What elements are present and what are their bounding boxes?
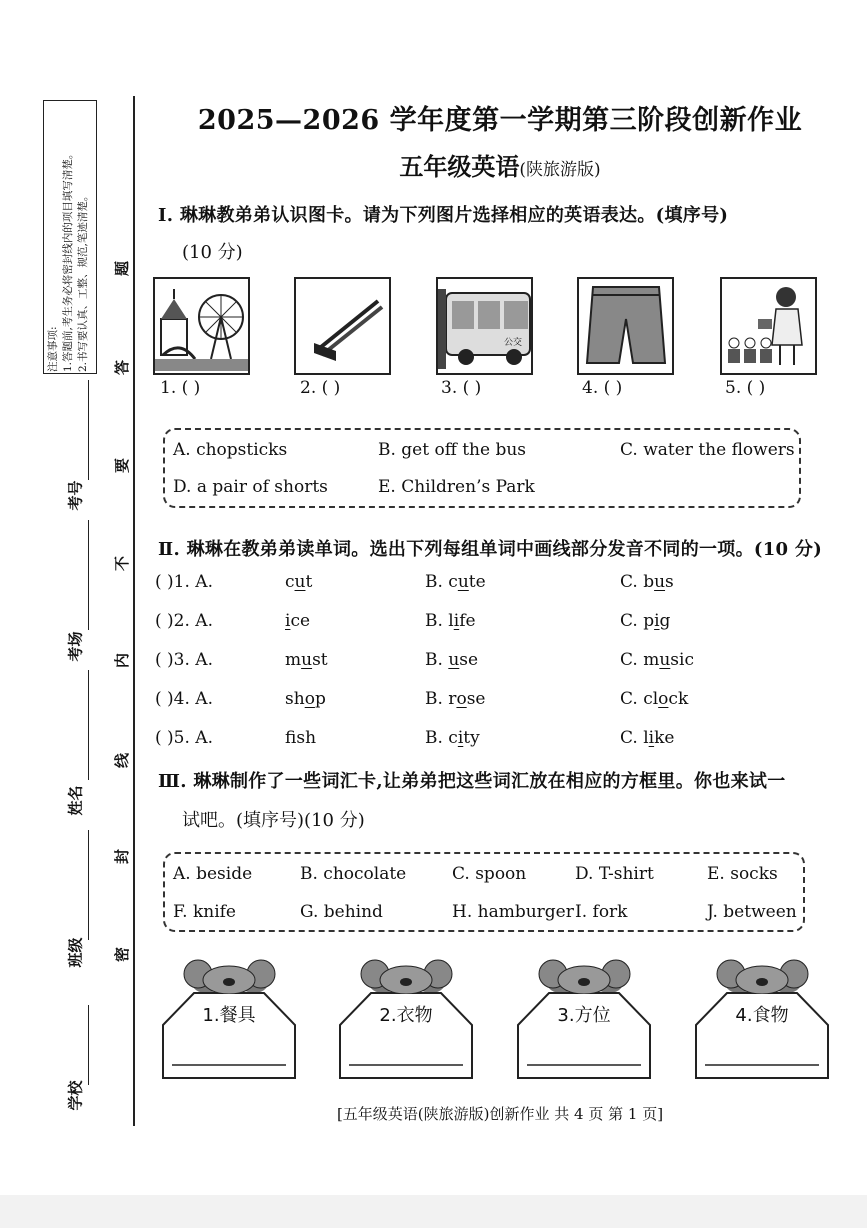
option: I. fork — [575, 902, 628, 922]
bus-picture — [436, 277, 533, 375]
word-a: ice — [285, 611, 311, 631]
field-class-label: 班级 — [66, 937, 85, 968]
option: C. water the flowers — [620, 440, 795, 460]
option: D. T-shirt — [575, 864, 654, 884]
section1-score: (10 分) — [182, 242, 243, 263]
answer-blank[interactable]: ( )3. A. — [155, 650, 213, 670]
section3-options-box — [163, 852, 805, 932]
seal-char: 不 — [113, 555, 132, 572]
answer-blank[interactable]: ( )4. A. — [155, 689, 213, 709]
word-a: must — [285, 650, 328, 670]
field-room — [60, 631, 100, 666]
category-card-position — [517, 985, 651, 1079]
word-c: C. bus — [620, 572, 674, 592]
option: A. beside — [173, 864, 253, 884]
koala-icon — [537, 958, 632, 994]
chopsticks-picture — [294, 277, 391, 375]
field-room-label: 考场 — [66, 631, 85, 662]
option: G. behind — [300, 902, 383, 922]
category-label: 2.衣物 — [379, 1005, 433, 1026]
koala-icon — [359, 958, 454, 994]
category-card-food — [695, 985, 829, 1079]
option: C. spoon — [452, 864, 527, 884]
word-c: C. clock — [620, 689, 689, 709]
option: H. hamburger — [452, 902, 574, 922]
word-b: B. life — [425, 611, 476, 631]
category-label: 4.食物 — [735, 1005, 789, 1026]
seal-char: 题 — [113, 260, 132, 277]
option: B. chocolate — [300, 864, 407, 884]
option: J. between — [707, 902, 797, 922]
seal-char: 内 — [113, 652, 132, 669]
playground-picture — [153, 277, 250, 375]
category-label: 3.方位 — [557, 1005, 611, 1026]
category-card-clothes — [339, 985, 473, 1079]
option: B. get off the bus — [378, 440, 526, 460]
answer-blank[interactable]: 1. ( ) — [160, 378, 201, 398]
section1-options-box — [163, 428, 801, 508]
word-a: cut — [285, 572, 313, 592]
field-name — [60, 785, 100, 820]
shorts-picture — [577, 277, 674, 375]
answer-blank[interactable]: ( )5. A. — [155, 728, 213, 748]
answer-blank[interactable]: 4. ( ) — [582, 378, 623, 398]
category-label: 1.餐具 — [202, 1005, 256, 1026]
koala-icon — [182, 958, 277, 994]
answer-blank[interactable]: ( )1. A. — [155, 572, 213, 592]
seal-line — [133, 96, 135, 1126]
notice-text — [46, 104, 92, 372]
option: E. socks — [707, 864, 778, 884]
notice-title: 注意事项: — [47, 326, 59, 372]
word-a: fsh — [285, 728, 317, 748]
answer-blank[interactable]: 5. ( ) — [725, 378, 766, 398]
word-b: B. rose — [425, 689, 486, 709]
field-school — [60, 1080, 100, 1115]
word-c: C. music — [620, 650, 694, 670]
notice-line-1: 1.答题前,考生务必将密封线内的项目填写清楚。 — [62, 148, 74, 372]
seal-char: 封 — [113, 848, 132, 865]
word-c: C. pig — [620, 611, 671, 631]
answer-blank[interactable]: ( )2. A. — [155, 611, 213, 631]
option: E. Children’s Park — [378, 477, 535, 497]
field-exam-number — [60, 480, 100, 515]
word-b: B. use — [425, 650, 479, 670]
section3-heading-cont: 试吧。(填序号)(10 分) — [182, 810, 365, 831]
page-subtitle: 五年级英语(陕旅游版) — [399, 152, 601, 181]
word-a: shop — [285, 689, 326, 709]
page-footer: [五年级英语(陕旅游版)创新作业 共 4 页 第 1 页] — [336, 1105, 664, 1123]
category-card-tableware — [162, 985, 296, 1079]
section2-heading: Ⅱ. 琳琳在教弟弟读单词。选出下列每组单词中画线部分发音不同的一项。(10 分) — [158, 539, 823, 560]
option: A. chopsticks — [173, 440, 288, 460]
seal-char: 答 — [113, 359, 132, 376]
field-name-label: 姓名 — [66, 785, 85, 816]
answer-blank[interactable]: 3. ( ) — [441, 378, 482, 398]
word-c: C. like — [620, 728, 675, 748]
option: F. knife — [173, 902, 236, 922]
section3-heading: Ⅲ. 琳琳制作了一些词汇卡,让弟弟把这些词汇放在相应的方框里。你也来试一 — [158, 771, 786, 792]
koala-icon — [715, 958, 810, 994]
word-b: B. city — [425, 728, 480, 748]
seal-char: 线 — [113, 752, 132, 769]
field-school-label: 学校 — [66, 1080, 85, 1111]
watering-picture — [720, 277, 817, 375]
page-title: 2025—2026 学年度第一学期第三阶段创新作业 — [197, 105, 803, 136]
field-class — [60, 937, 100, 972]
seal-char: 要 — [113, 457, 132, 474]
svg-text:公交: 公交 — [504, 338, 523, 348]
section1-heading: Ⅰ. 琳琳教弟弟认识图卡。请为下列图片选择相应的英语表达。(填序号) — [158, 205, 729, 226]
field-exam-number-label: 考号 — [66, 480, 85, 511]
option: D. a pair of shorts — [173, 477, 328, 497]
seal-char: 密 — [113, 946, 132, 963]
word-b: B. cute — [425, 572, 486, 592]
answer-blank[interactable]: 2. ( ) — [300, 378, 341, 398]
notice-line-2: 2.书写要认真、工整、规范,笔迹清楚。 — [77, 190, 89, 372]
